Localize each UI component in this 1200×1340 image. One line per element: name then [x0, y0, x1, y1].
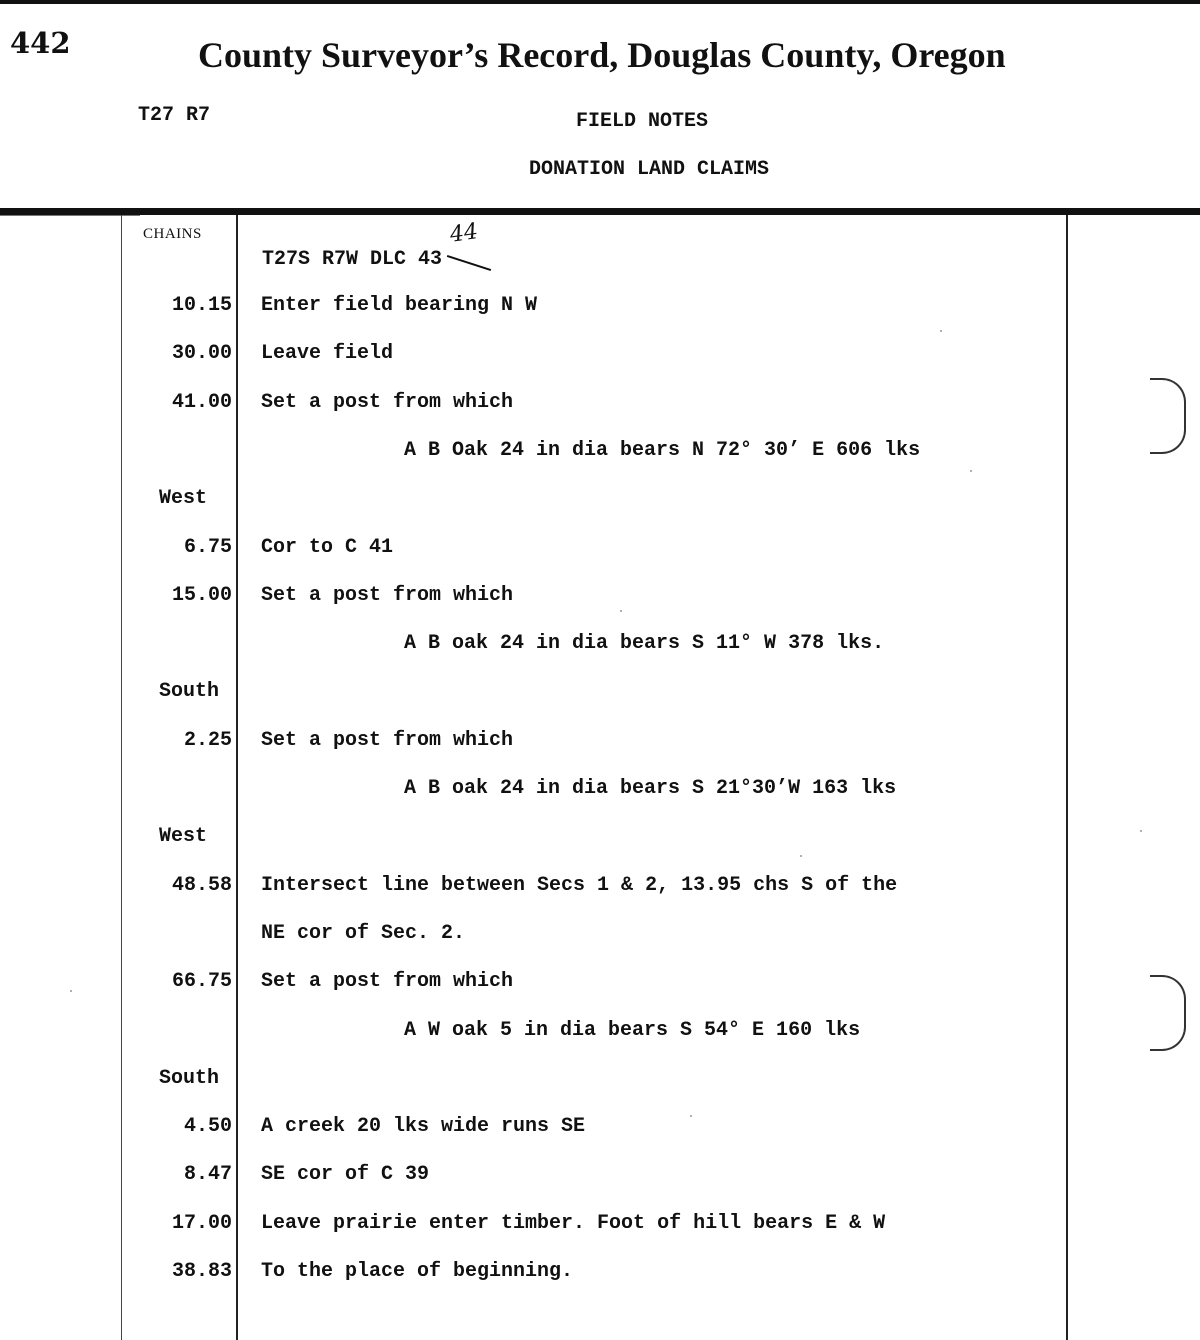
- binder-hole-mark: [1150, 378, 1186, 454]
- strike-through-mark: [447, 255, 491, 271]
- distance-chains: 48.58: [171, 874, 232, 897]
- entry-row: [0, 874, 1200, 904]
- entry-row: [0, 1163, 1200, 1193]
- bearing-tree-note: A B Oak 24 in dia bears N 72° 30’ E 606 lks: [404, 439, 921, 462]
- distance-chains: 6.75: [183, 536, 232, 559]
- chains-column-label: CHAINS: [143, 226, 202, 242]
- header-divider-thin: [0, 215, 140, 216]
- entry-row: [0, 439, 1200, 469]
- distance-chains: 2.25: [183, 729, 232, 752]
- claim-heading: T27S R7W DLC 43: [262, 248, 443, 271]
- paper-speck: [1140, 830, 1142, 832]
- distance-chains: 17.00: [171, 1212, 232, 1235]
- entry-row: [0, 391, 1200, 421]
- record-title: County Surveyor’s Record, Douglas County, Oregon: [198, 35, 1006, 75]
- top-rule: [0, 0, 1200, 4]
- survey-note: Set a post from which: [261, 584, 514, 607]
- paper-speck: [970, 470, 972, 472]
- field-notes-heading: FIELD NOTES: [575, 110, 709, 133]
- entry-row: [0, 1019, 1200, 1049]
- entry-row: [0, 1260, 1200, 1290]
- paper-speck: [690, 1115, 692, 1117]
- direction-label: West: [159, 487, 208, 510]
- entry-row: [0, 294, 1200, 324]
- bearing-tree-note: A B oak 24 in dia bears S 11° W 378 lks.: [404, 632, 885, 655]
- entry-row: [0, 680, 1200, 710]
- survey-note: SE cor of C 39: [261, 1163, 430, 1186]
- direction-label: South: [159, 680, 220, 703]
- page-number: 442: [10, 26, 71, 60]
- survey-note: Set a post from which: [261, 970, 514, 993]
- claim-number-correction: 44: [448, 219, 480, 248]
- survey-note: Cor to C 41: [261, 536, 394, 559]
- survey-note: Leave prairie enter timber. Foot of hill bears E & W: [261, 1212, 886, 1235]
- entry-row: [0, 1115, 1200, 1145]
- distance-chains: 4.50: [183, 1115, 232, 1138]
- distance-chains: 41.00: [171, 391, 232, 414]
- survey-note: A creek 20 lks wide runs SE: [261, 1115, 586, 1138]
- paper-speck: [70, 990, 72, 992]
- distance-chains: 10.15: [171, 294, 232, 317]
- township-range: T27 R7: [138, 104, 211, 127]
- survey-note: To the place of beginning.: [261, 1260, 574, 1283]
- paper-speck: [800, 855, 802, 857]
- survey-note: NE cor of Sec. 2.: [261, 922, 466, 945]
- entry-row: [0, 342, 1200, 372]
- entry-row: [0, 487, 1200, 517]
- direction-label: West: [159, 825, 208, 848]
- entry-row: [0, 632, 1200, 662]
- binder-hole-mark: [1150, 975, 1186, 1051]
- paper-speck: [940, 330, 942, 332]
- survey-note: Set a post from which: [261, 729, 514, 752]
- entry-row: [0, 536, 1200, 566]
- entry-row: [0, 970, 1200, 1000]
- entry-row: [0, 825, 1200, 855]
- entry-row: [0, 777, 1200, 807]
- entry-row: [0, 729, 1200, 759]
- bearing-tree-note: A W oak 5 in dia bears S 54° E 160 lks: [404, 1019, 861, 1042]
- entry-row: [0, 1212, 1200, 1242]
- survey-note: Leave field: [261, 342, 394, 365]
- distance-chains: 15.00: [171, 584, 232, 607]
- entry-row: [0, 922, 1200, 952]
- distance-chains: 38.83: [171, 1260, 232, 1283]
- survey-note: Set a post from which: [261, 391, 514, 414]
- entry-row: [0, 584, 1200, 614]
- header-divider: [0, 208, 1200, 215]
- bearing-tree-note: A B oak 24 in dia bears S 21°30’W 163 lks: [404, 777, 897, 800]
- distance-chains: 8.47: [183, 1163, 232, 1186]
- donation-land-claims-heading: DONATION LAND CLAIMS: [528, 158, 770, 181]
- distance-chains: 30.00: [171, 342, 232, 365]
- survey-note: Enter field bearing N W: [261, 294, 538, 317]
- entry-row: [0, 1067, 1200, 1097]
- distance-chains: 66.75: [171, 970, 232, 993]
- paper-speck: [620, 610, 622, 612]
- survey-note: Intersect line between Secs 1 & 2, 13.95 chs S of the: [261, 874, 898, 897]
- direction-label: South: [159, 1067, 220, 1090]
